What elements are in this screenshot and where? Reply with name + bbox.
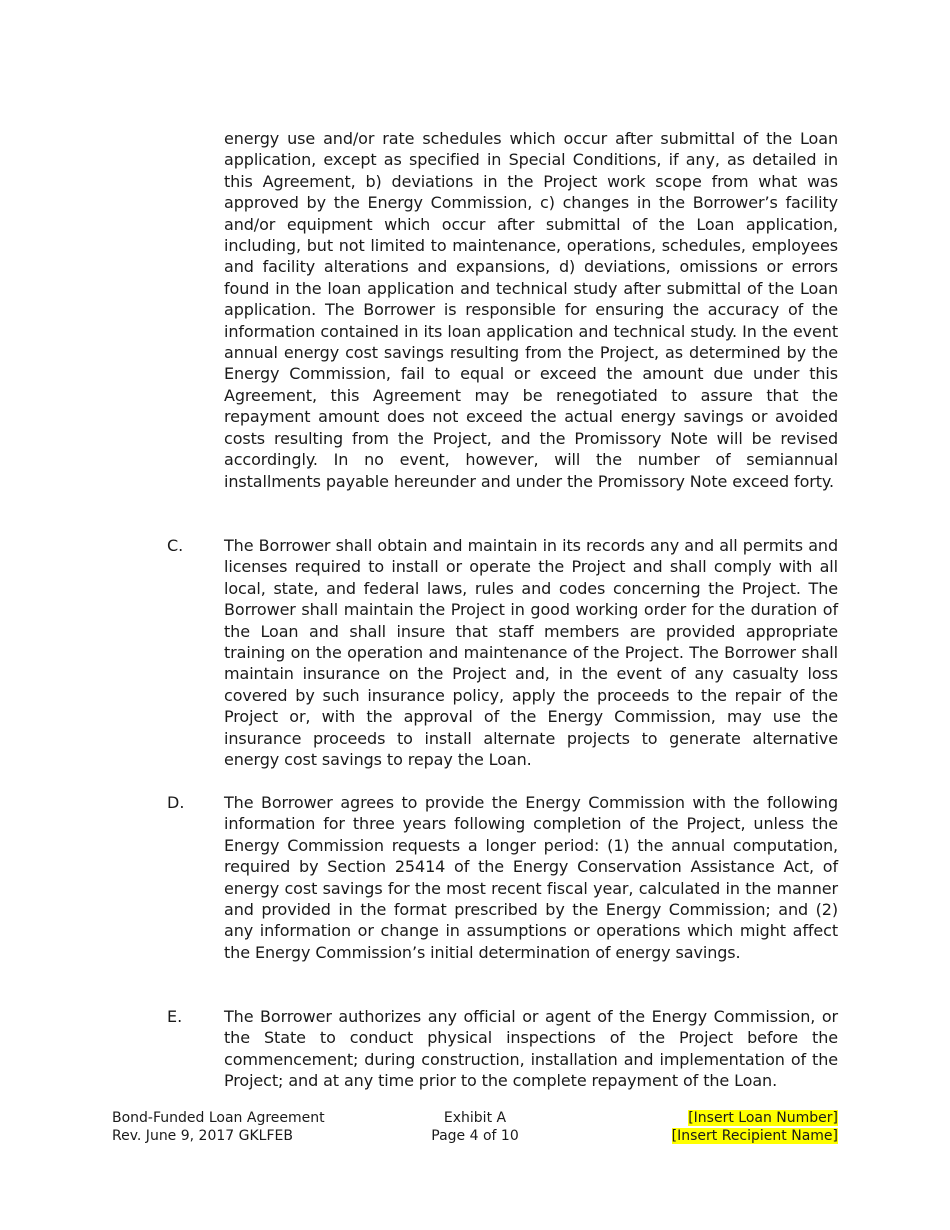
paragraph-item-c: The Borrower shall obtain and maintain in its records any and all permits and licenses required to install or operate the Project and shall comply with all local, state, and federal laws, rules and codes concerning the Project. The Borrower shall maintain the Project in good working order for the duration of the Loan and shall insure that staff members are provided appropriate training on the operation and maintenance of the Project. The Borrower shall maintain insurance on the Project and, in the event of any casualty loss covered by such insurance policy, apply the proceeds to the repair of the Project or, with the approval of the Energy Commission, may use the insurance proceeds to install alternate projects to generate alternative energy cost savings to repay the Loan. — [224, 536, 838, 770]
footer-agreement-title: Bond-Funded Loan Agreement — [112, 1110, 325, 1126]
footer-loan-number: [Insert Loan Number] — [688, 1110, 838, 1126]
footer-exhibit: Exhibit A — [443, 1110, 507, 1126]
footer-revision: Rev. June 9, 2017 GKLFEB — [112, 1128, 293, 1144]
item-marker-d: D. — [167, 793, 185, 812]
paragraph-continuation: energy use and/or rate schedules which occur after submittal of the Loan application, except as specified in Special Conditions, if any, as detailed in this Agreement, b) deviations in the Project work scope from what was approved by the Energy Commission, c) changes in the Borrower’s facility and/or equipment which occur after submittal of the Loan application, including, but not limited to maintenance, operations, schedules, employees and facility alterations and expansions, d) deviations, omissions or errors found in the loan application and technical study after submittal of the Loan application. The Borrower is responsible for ensuring the accuracy of the information contained in its loan application and technical study. In the event annual energy cost savings resulting from the Project, as determined by the Energy Commission, fail to equal or exceed the amount due under this Agreement, this Agreement may be renegotiated to assure that the repayment amount does not exceed the actual energy savings or avoided costs resulting from the Project, and the Promissory Note will be revised accordingly. In no event, however, will the number of semiannual installments payable hereunder and under the Promissory Note exceed forty. — [224, 129, 838, 491]
footer-recipient-name: [Insert Recipient Name] — [671, 1128, 838, 1144]
item-marker-c: C. — [167, 536, 184, 555]
footer-center — [400, 1109, 550, 1145]
footer-left — [112, 1109, 325, 1145]
item-marker-e: E. — [167, 1007, 183, 1026]
paragraph-item-d: The Borrower agrees to provide the Energy Commission with the following information for three years following completion of the Project, unless the Energy Commission requests a longer period: (1) the annual computation, required by Section 25414 of the Energy Conservation Assistance Act, of energy cost savings for the most recent fiscal year, calculated in the manner and provided in the format prescribed by the Energy Commission; and (2) any information or change in assumptions or operations which might affect the Energy Commission’s initial determination of energy savings. — [224, 793, 838, 962]
footer-page-number: Page 4 of 10 — [431, 1128, 519, 1144]
footer-right — [672, 1109, 838, 1145]
paragraph-item-e: The Borrower authorizes any official or agent of the Energy Commission, or the State to conduct physical inspections of the Project before the commencement; during construction, installation and implementation of the Project; and at any time prior to the complete repayment of the Loan. — [224, 1007, 838, 1091]
